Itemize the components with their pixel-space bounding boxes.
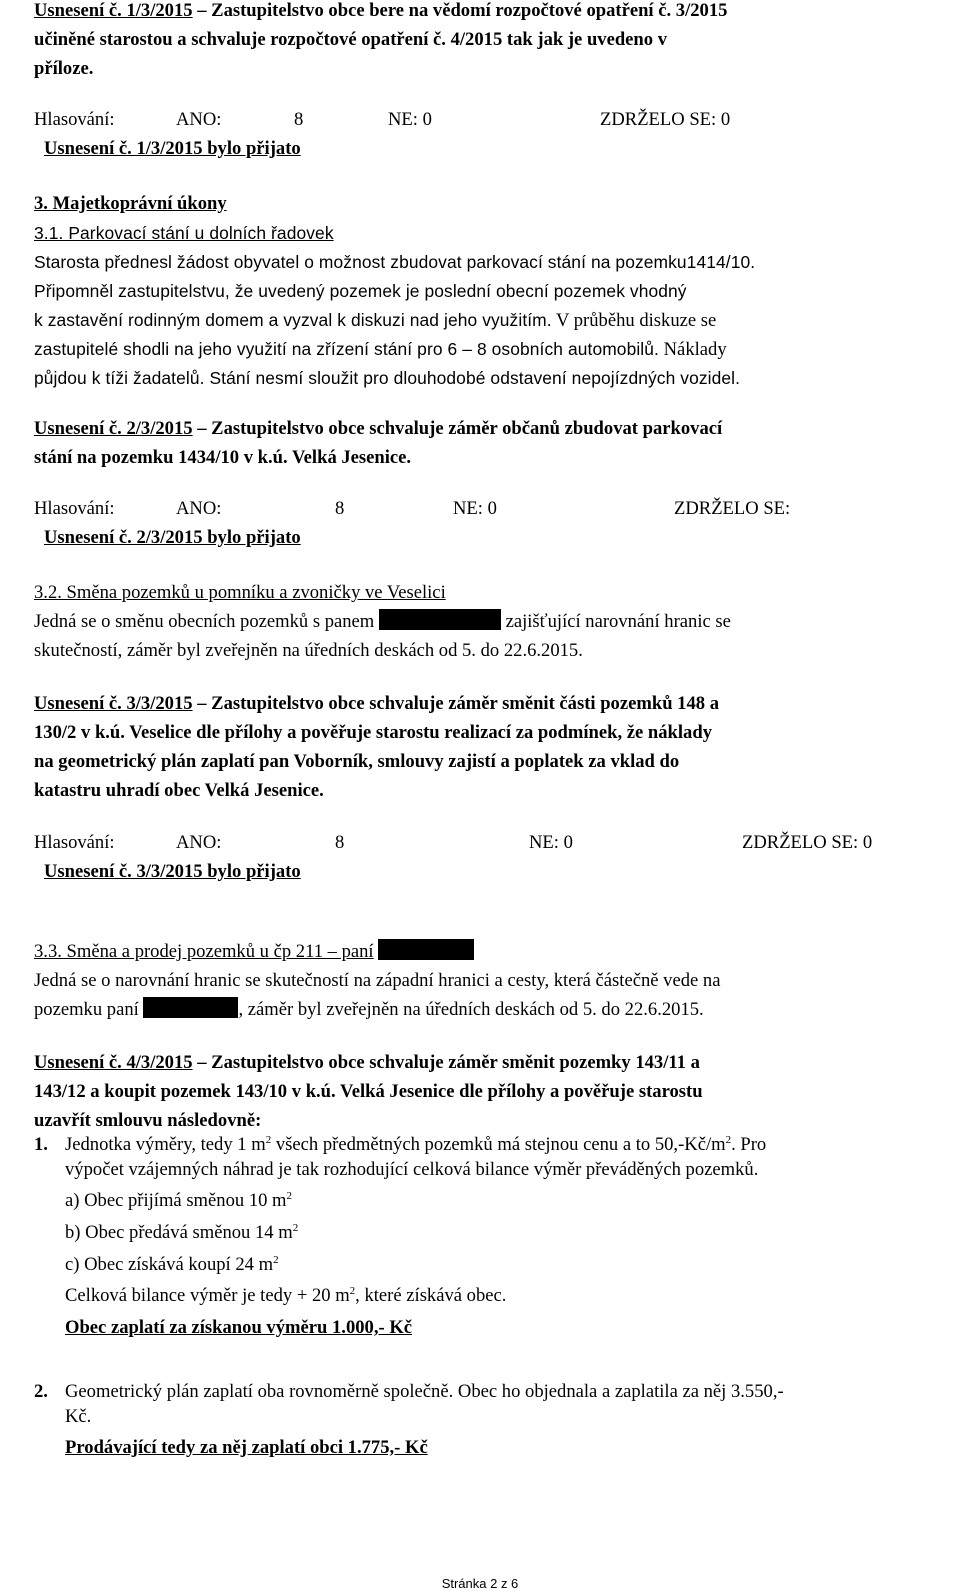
vote-ano-count: 8 xyxy=(335,498,345,519)
line-part: , záměr byl zveřejněn na úředních deskách od 5. do 22.6.2015. xyxy=(238,999,704,1020)
resolution-3-text-a: – Zastupitelstvo obce schvaluje záměr směnit části pozemků 148 a xyxy=(192,693,720,714)
vote-zdrzelo: ZDRŽELO SE: 0 xyxy=(600,109,731,130)
vote-label: Hlasování: xyxy=(34,498,115,519)
resolution-2-text-b: stání na pozemku 1434/10 v k.ú. Velká Jesenice. xyxy=(34,447,412,468)
resolution-1-text xyxy=(34,0,727,25)
resolution-4-text-a: – Zastupitelstvo obce schvaluje záměr směnit pozemky 143/11 a xyxy=(192,1052,700,1073)
resolution-3-accepted: Usnesení č. 3/3/2015 bylo přijato xyxy=(44,861,301,882)
resolution-4-text-c: uzavřít smlouvu následovně: xyxy=(34,1110,262,1131)
superscript: 2 xyxy=(265,1134,272,1146)
subsection-3-3-line xyxy=(34,995,704,1024)
line-part-serif: Náklady xyxy=(658,339,727,360)
line-part: Jednotka výměry, tedy 1 m xyxy=(65,1134,266,1155)
item-1-number: 1. xyxy=(34,1134,48,1155)
item-2-line: Geometrický plán zaplatí oba rovnoměrně společně. Obec ho objednala a zaplatila za něj 3.550,- xyxy=(65,1381,784,1402)
superscript: 2 xyxy=(292,1222,299,1234)
line-part: Celková bilance výměr je tedy + 20 m xyxy=(65,1285,350,1306)
item-1-c xyxy=(65,1250,279,1279)
line-part-sans: Stání nesmí sloužit pro dlouhodobé odstavení nepojízdných vozidel. xyxy=(204,368,741,388)
subsection-3-2-title: 3.2. Směna pozemků u pomníku a zvoničky ve Veselici xyxy=(34,582,446,603)
vote-label: Hlasování: xyxy=(34,832,115,853)
vote-label: Hlasování: xyxy=(34,109,115,130)
resolution-1-text-c: příloze. xyxy=(34,58,94,79)
line-part-sans: zastupitelé shodli na jeho využití na zřízení stání pro 6 – 8 osobních automobilů. xyxy=(34,339,659,359)
item-1-bilance xyxy=(65,1281,506,1310)
item-2-number: 2. xyxy=(34,1381,48,1402)
resolution-4-text xyxy=(34,1048,700,1077)
subsection-3-3-line: Jedná se o narovnání hranic se skutečností na západní hranici a cesty, která částečně vede na xyxy=(34,970,721,991)
line-part: b) Obec předává směnou 14 m xyxy=(65,1222,293,1243)
item-1-b xyxy=(65,1218,298,1247)
resolution-2-accepted: Usnesení č. 2/3/2015 bylo přijato xyxy=(44,527,301,548)
line-part-sans: k zastavění rodinným domem a vyzval k diskuzi nad jeho využitím. xyxy=(34,310,552,330)
page-footer: Stránka 2 z 6 xyxy=(441,1576,519,1591)
line-part: všech předmětných pozemků má stejnou cenu a to 50,-Kč/m xyxy=(271,1134,726,1155)
line-part: c) Obec získává koupí 24 m xyxy=(65,1254,274,1275)
item-1-line: výpočet vzájemných náhrad je tak rozhodující celková bilance výměr převáděných pozemků. xyxy=(65,1159,759,1180)
line-part: Jedná se o směnu obecních pozemků s panem xyxy=(34,611,375,632)
line-part: , které získává obec. xyxy=(355,1285,507,1306)
vote-ne: NE: 0 xyxy=(529,832,573,853)
vote-zdrzelo: ZDRŽELO SE: 0 xyxy=(742,832,873,853)
resolution-3-text-b: 130/2 v k.ú. Veselice dle přílohy a pověřuje starostu realizací za podmínek, že náklady xyxy=(34,722,712,743)
line-part: a) Obec přijímá směnou 10 m xyxy=(65,1190,287,1211)
subsection-3-2-line xyxy=(34,607,731,636)
redacted-name xyxy=(378,939,474,960)
subsection-3-1-line: Starosta přednesl žádost obyvatel o možnost zbudovat parkovací stání na pozemku1414/10. xyxy=(34,252,756,272)
resolution-2-ref: Usnesení č. 2/3/2015 xyxy=(34,418,193,439)
superscript: 2 xyxy=(725,1134,732,1146)
section-3-title: 3. Majetkoprávní úkony xyxy=(34,193,227,214)
line-part: zajišťující narovnání hranic se xyxy=(500,611,731,632)
resolution-3-text xyxy=(34,689,719,718)
redacted-name xyxy=(379,609,501,630)
vote-zdrzelo: ZDRŽELO SE: xyxy=(674,498,791,519)
vote-ano-count: 8 xyxy=(335,832,345,853)
resolution-2-text xyxy=(34,414,722,443)
subsection-3-1-line: Připomněl zastupitelstvu, že uvedený pozemek je poslední obecní pozemek vhodný xyxy=(34,281,687,301)
superscript: 2 xyxy=(273,1254,279,1266)
resolution-1-accepted: Usnesení č. 1/3/2015 bylo přijato xyxy=(44,138,301,159)
line-part-sans: půjdou k tíži žadatelů. xyxy=(34,368,205,388)
vote-ano-label: ANO: xyxy=(176,498,222,519)
subsection-3-3-title xyxy=(34,937,474,966)
redacted-name xyxy=(143,997,238,1018)
line-part: pozemku paní xyxy=(34,999,139,1020)
subsection-3-1-line xyxy=(34,335,727,364)
subsection-3-1-title: 3.1. Parkovací stání u dolních řadovek xyxy=(34,223,334,243)
subsection-3-1-line xyxy=(34,306,716,335)
subsection-3-3-title-text: 3.3. Směna a prodej pozemků u čp 211 – paní xyxy=(34,941,374,962)
item-2-line: Kč. xyxy=(65,1406,92,1427)
resolution-3-ref: Usnesení č. 3/3/2015 xyxy=(34,693,193,714)
superscript: 2 xyxy=(349,1285,356,1297)
resolution-1-text-b: učiněné starostou a schvaluje rozpočtové opatření č. 4/2015 tak jak je uvedeno v xyxy=(34,29,668,50)
line-part: . Pro xyxy=(731,1134,767,1155)
item-1-a xyxy=(65,1186,292,1215)
resolution-1-text-a: – Zastupitelstvo obce bere na vědomí rozpočtové opatření č. 3/2015 xyxy=(192,0,728,21)
item-2-total: Prodávající tedy za něj zaplatí obci 1.775,- Kč xyxy=(65,1437,428,1458)
resolution-3-text-c: na geometrický plán zaplatí pan Voborník, smlouvy zajistí a poplatek za vklad do xyxy=(34,751,680,772)
resolution-4-ref: Usnesení č. 4/3/2015 xyxy=(34,1052,193,1073)
vote-ano-count: 8 xyxy=(294,109,304,130)
subsection-3-1-line xyxy=(34,364,740,393)
resolution-3-text-d: katastru uhradí obec Velká Jesenice. xyxy=(34,780,324,801)
resolution-1-ref: Usnesení č. 1/3/2015 xyxy=(34,0,193,21)
line-part-serif: V průběhu diskuze se xyxy=(551,310,717,331)
vote-ne: NE: 0 xyxy=(453,498,497,519)
vote-ano-label: ANO: xyxy=(176,832,222,853)
resolution-2-text-a: – Zastupitelstvo obce schvaluje záměr občanů zbudovat parkovací xyxy=(192,418,723,439)
item-1-total: Obec zaplatí za získanou výměru 1.000,- Kč xyxy=(65,1317,413,1338)
vote-ano-label: ANO: xyxy=(176,109,222,130)
subsection-3-2-line: skutečností, záměr byl zveřejněn na úředních deskách od 5. do 22.6.2015. xyxy=(34,640,583,661)
resolution-4-text-b: 143/12 a koupit pozemek 143/10 v k.ú. Velká Jesenice dle přílohy a pověřuje starostu xyxy=(34,1081,703,1102)
vote-ne: NE: 0 xyxy=(388,109,432,130)
superscript: 2 xyxy=(286,1190,293,1202)
